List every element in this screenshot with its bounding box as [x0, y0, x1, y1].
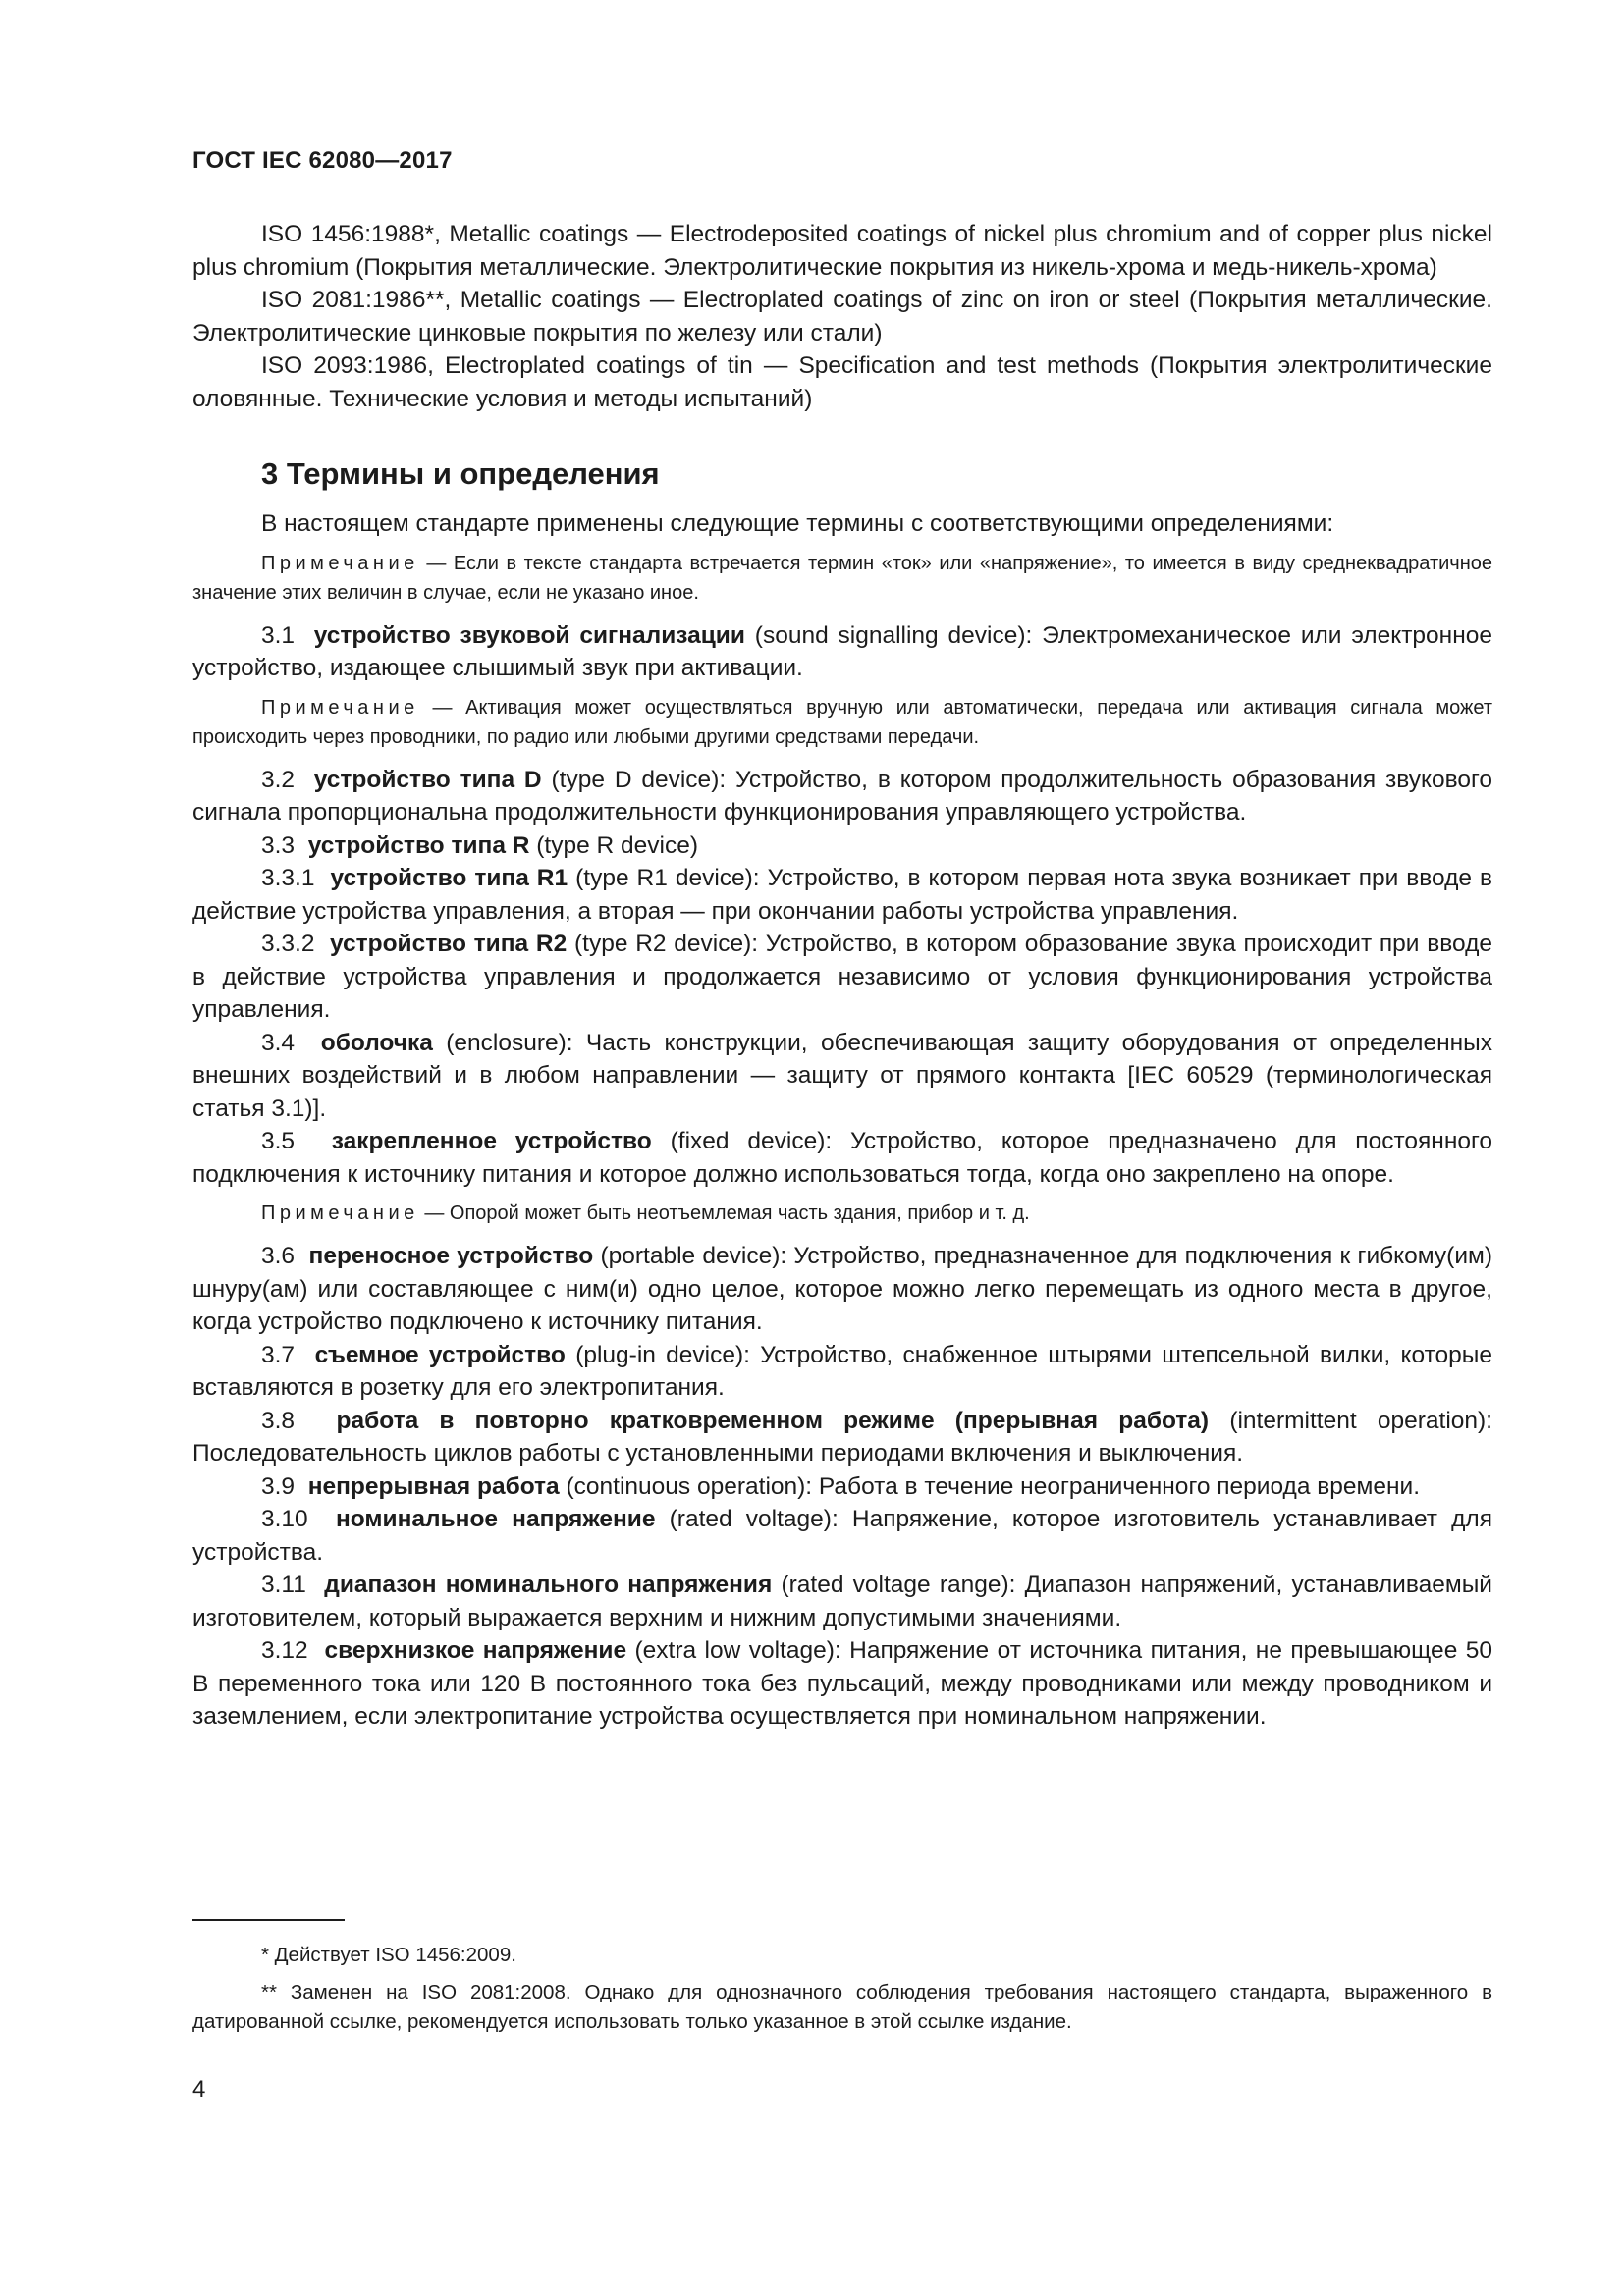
term-definition: (sound signalling device): Электромеханическое или электронное устройство, издающее слышимый звук при активации.	[192, 621, 1492, 681]
term-definition: (extra low voltage): Напряжение от источника питания, не превышающее 50 В переменного тока или 120 В постоянного тока без пульсаций, между проводниками или между проводником и заземлением, если электропитание устройства осуществляется при номинальном напряжении.	[192, 1637, 1492, 1730]
note-label: Примечание	[261, 552, 419, 574]
document-header: ГОСТ IEC 62080—2017	[192, 147, 453, 174]
term-name: устройство типа R1	[330, 865, 568, 891]
document-body	[192, 218, 1492, 1734]
term-definition: (portable device): Устройство, предназначенное для подключения к гибкому(им) шнуру(ам) или составляющее с ним(и) одно целое, которое можно легко перемещать из одного места в другое, когда устройство подключено к источнику питания.	[192, 1243, 1493, 1335]
section-intro: В настоящем стандарте применены следующие термины с соответствующими определениями:	[261, 510, 1334, 537]
term-name: работа в повторно кратковременном режиме (прерывная работа)	[336, 1407, 1210, 1434]
term-definition: (intermittent operation): Последовательность циклов работы с установленными периодами включения и выключения.	[192, 1407, 1492, 1467]
term-name: непрерывная работа	[307, 1472, 560, 1500]
term-3-1: 3.1 устройство звуковой сигнализации (sound signalling device): Электромеханическое или электронное устройство, издающее слышимый звук при активации.	[192, 621, 1492, 681]
term-definition: (fixed device): Устройство, которое предназначено для постоянного подключения к источнику питания и которое должно использоваться тогда, когда оно закреплено на опоре.	[192, 1128, 1492, 1188]
term-3-11: 3.11 диапазон номинального напряжения (rated voltage range): Диапазон напряжений, устанавливаемый изготовителем, который выражается верхним и нижним допустимыми значениями.	[192, 1572, 1492, 1631]
term-name: диапазон номинального напряжения	[324, 1572, 773, 1598]
term-definition: (type R2 device): Устройство, в котором образование звука происходит при вводе в действие устройства управления и продолжается независимо от условия функционирования устройства управления.	[192, 931, 1492, 1023]
term-definition: (type R device)	[536, 831, 699, 859]
term-definition: (rated voltage range): Диапазон напряжений, устанавливаемый изготовителем, который выражается верхним и нижним допустимыми значениями.	[192, 1572, 1492, 1631]
footnote-2: ** Заменен на ISO 2081:2008. Однако для однозначного соблюдения требования настоящего стандарта, выраженного в датированной ссылке, рекомендуется использовать только указанное в этой ссылке издание.	[192, 1981, 1492, 2033]
term-name: закрепленное устройство	[331, 1128, 652, 1154]
term-definition: (enclosure): Часть конструкции, обеспечивающая защиту оборудования от определенных внешних воздействий и в любом направлении — защиту от прямого контакта [IEC 60529 (терминологическая статья 3.1)].	[192, 1029, 1493, 1122]
term-definition: (type D device): Устройство, в котором продолжительность образования звукового сигнала пропорциональна продолжительности функционирования управляющего устройства.	[192, 766, 1492, 826]
note-text: — Если в тексте стандарта встречается термин «ток» или «напряжение», то имеется в виду среднеквадратичное значение этих величин в случае, если не указано иное.	[192, 552, 1492, 604]
term-name: переносное устройство	[308, 1243, 594, 1269]
footnote-divider	[192, 1919, 345, 1921]
footnote-1: * Действует ISO 1456:2009.	[261, 1944, 516, 1966]
term-3-2: 3.2 устройство типа D (type D device): Устройство, в котором продолжительность образования звукового сигнала пропорциональна продолжительности функционирования управляющего устройства.	[192, 766, 1492, 826]
term-name: съемное устройство	[314, 1341, 566, 1368]
reference-iso-2093: ISO 2093:1986, Electroplated coatings of tin — Specification and test methods (Покрытия электролитические оловянные. Технические условия и методы испытаний)	[192, 352, 1492, 412]
note-3	[192, 1199, 1492, 1228]
term-3-9: 3.9 непрерывная работа (continuous operation): Работа в течение неограниченного периода времени.	[261, 1472, 1421, 1500]
term-name: номинальное напряжение	[335, 1506, 656, 1532]
term-3-3: 3.3 устройство типа R (type R device)	[261, 831, 699, 859]
note-text: — Опорой может быть неотъемлемая часть здания, прибор и т. д.	[424, 1202, 1030, 1224]
term-name: устройство типа R2	[329, 931, 568, 957]
term-name: устройство типа R	[307, 831, 530, 859]
note-text: — Активация может осуществляться вручную или автоматически, передача или активация сигнала может происходить через проводники, по радио или любыми другими средствами передачи.	[192, 696, 1493, 748]
term-definition: (rated voltage): Напряжение, которое изготовитель устанавливает для устройства.	[192, 1506, 1492, 1566]
page-number: 4	[192, 2076, 206, 2103]
note-label: Примечание	[261, 696, 419, 719]
term-3-8: 3.8 работа в повторно кратковременном режиме (прерывная работа) (intermittent operation): Последовательность циклов работы с установленными периодами включения и выключения.	[192, 1407, 1492, 1467]
note-label: Примечание	[261, 1202, 419, 1224]
term-name: оболочка	[320, 1029, 433, 1056]
term-3-7: 3.7 съемное устройство (plug-in device): Устройство, снабженное штырями штепсельной вилки, которые вставляются в розетку для его электропитания.	[192, 1341, 1492, 1401]
term-3-10: 3.10 номинальное напряжение (rated voltage): Напряжение, которое изготовитель устанавливает для устройства.	[192, 1506, 1492, 1566]
reference-iso-1456: ISO 1456:1988*, Metallic coatings — Electrodeposited coatings of nickel plus chromium and of copper plus nickel plus chromium (Покрытия металлические. Электролитические покрытия из никель-хрома и медь-никель-хрома)	[192, 221, 1492, 281]
note-1	[192, 549, 1492, 608]
section-heading: 3 Термины и определения	[261, 456, 660, 491]
footnotes	[192, 1919, 1492, 2045]
term-name: сверхнизкое напряжение	[324, 1637, 627, 1664]
term-name: устройство звуковой сигнализации	[313, 621, 745, 649]
term-3-3-2: 3.3.2 устройство типа R2 (type R2 device): Устройство, в котором образование звука происходит при вводе в действие устройства управления и продолжается независимо от условия функционирования устройства управления.	[192, 931, 1492, 1023]
term-3-6: 3.6 переносное устройство (portable device): Устройство, предназначенное для подключения к гибкому(им) шнуру(ам) или составляющее с ним(и) одно целое, которое можно легко перемещать из одного места в другое, когда устройство подключено к источнику питания.	[192, 1243, 1493, 1335]
term-definition: (continuous operation): Работа в течение неограниченного периода времени.	[566, 1472, 1421, 1500]
term-definition: (plug-in device): Устройство, снабженное штырями штепсельной вилки, которые вставляются в розетку для его электропитания.	[192, 1341, 1492, 1401]
term-3-12: 3.12 сверхнизкое напряжение (extra low voltage): Напряжение от источника питания, не превышающее 50 В переменного тока или 120 В постоянного тока без пульсаций, между проводниками или между проводником и заземлением, если электропитание устройства осуществляется при номинальном напряжении.	[192, 1637, 1492, 1730]
term-3-5: 3.5 закрепленное устройство (fixed device): Устройство, которое предназначено для постоянного подключения к источнику питания и которое должно использоваться тогда, когда оно закреплено на опоре.	[192, 1128, 1492, 1188]
term-3-4: 3.4 оболочка (enclosure): Часть конструкции, обеспечивающая защиту оборудования от определенных внешних воздействий и в любом направлении — защиту от прямого контакта [IEC 60529 (терминологическая статья 3.1)].	[192, 1029, 1493, 1122]
note-2	[192, 693, 1492, 752]
term-definition: (type R1 device): Устройство, в котором первая нота звука возникает при вводе в действие устройства управления, а вторая — при окончании работы устройства управления.	[192, 865, 1492, 925]
term-3-3-1: 3.3.1 устройство типа R1 (type R1 device): Устройство, в котором первая нота звука возникает при вводе в действие устройства управления, а вторая — при окончании работы устройства управления.	[192, 865, 1492, 925]
reference-iso-2081: ISO 2081:1986**, Metallic coatings — Electroplated coatings of zinc on iron or steel (Покрытия металлические. Электролитические цинковые покрытия по железу или стали)	[192, 287, 1492, 347]
term-name: устройство типа D	[313, 766, 542, 793]
